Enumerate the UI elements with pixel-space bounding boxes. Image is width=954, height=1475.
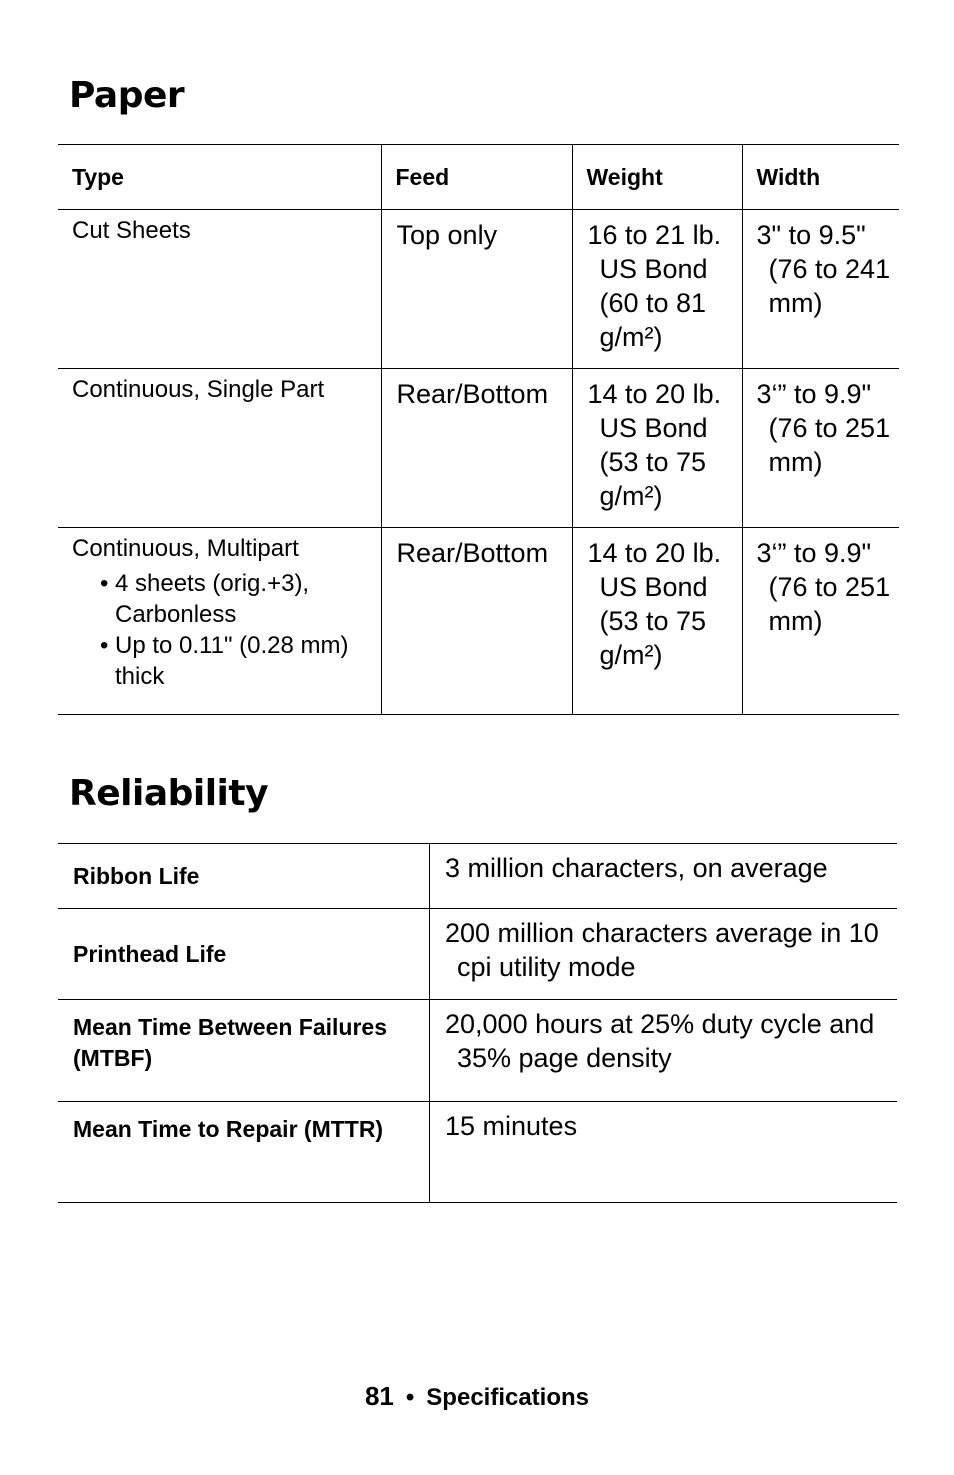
paper-width-cell xyxy=(742,369,899,528)
paper-width-cell xyxy=(742,528,899,715)
header-feed: Feed xyxy=(381,145,572,210)
paper-section-title: Paper xyxy=(69,75,185,116)
table-row xyxy=(58,1102,897,1203)
page-footer xyxy=(0,1381,954,1412)
paper-width-text: 3" to 9.5" (76 to 241 mm) xyxy=(756,220,891,318)
footer-separator: • xyxy=(405,1384,415,1411)
paper-table-header-row xyxy=(58,145,899,210)
paper-weight-text: 14 to 20 lb. US Bond (53 to 75 g/m²) xyxy=(587,379,722,511)
paper-spec-table xyxy=(58,144,899,715)
table-row xyxy=(58,528,899,715)
paper-width-text: 3‘” to 9.9" (76 to 251 mm) xyxy=(756,538,891,636)
paper-type-label: Continuous, Single Part xyxy=(72,376,325,403)
paper-type-cell xyxy=(58,369,381,528)
paper-type-cell xyxy=(58,210,381,369)
reliability-value-text: 15 minutes xyxy=(445,1111,578,1141)
reliability-label: Ribbon Life xyxy=(58,844,430,909)
footer-section-name: Specifications xyxy=(426,1384,590,1411)
reliability-label: Printhead Life xyxy=(58,909,430,1000)
paper-feed-cell: Rear/Bottom xyxy=(381,528,572,715)
page-number: 81 xyxy=(364,1381,394,1411)
table-row xyxy=(58,844,897,909)
table-row xyxy=(58,909,897,1000)
header-type: Type xyxy=(72,163,124,190)
reliability-section-title: Reliability xyxy=(69,773,269,814)
table-row xyxy=(58,1000,897,1102)
reliability-label: Mean Time Between Failures (MTBF) xyxy=(58,1000,430,1102)
table-row xyxy=(58,369,899,528)
bullet-item: • Up to 0.11" (0.28 mm) thick xyxy=(100,630,381,692)
paper-width-text: 3‘” to 9.9" (76 to 251 mm) xyxy=(756,379,891,477)
header-weight: Weight xyxy=(572,145,742,210)
paper-weight-cell xyxy=(572,210,742,369)
bullet-item: • 4 sheets (orig.+3), Carbonless xyxy=(100,568,381,630)
reliability-value-text: 3 million characters, on average xyxy=(445,853,828,883)
paper-feed-cell: Top only xyxy=(381,210,572,369)
reliability-value xyxy=(430,844,898,909)
paper-feed-cell: Rear/Bottom xyxy=(381,369,572,528)
paper-weight-text: 16 to 21 lb. US Bond (60 to 81 g/m²) xyxy=(587,220,722,352)
reliability-value-text: 200 million characters average in 10 cpi utility mode xyxy=(445,918,879,982)
paper-weight-cell xyxy=(572,528,742,715)
reliability-value xyxy=(430,909,898,1000)
paper-weight-text: 14 to 20 lb. US Bond (53 to 75 g/m²) xyxy=(587,538,722,670)
paper-weight-cell xyxy=(572,369,742,528)
reliability-value xyxy=(430,1000,898,1102)
reliability-value xyxy=(430,1102,898,1203)
paper-type-label: Continuous, Multipart xyxy=(72,535,299,562)
header-width: Width xyxy=(742,145,899,210)
paper-type-bullet-list xyxy=(72,568,381,692)
reliability-value-text: 20,000 hours at 25% duty cycle and 35% page density xyxy=(445,1009,875,1073)
paper-width-cell xyxy=(742,210,899,369)
reliability-label: Mean Time to Repair (MTTR) xyxy=(58,1102,430,1203)
table-row xyxy=(58,210,899,369)
paper-type-cell xyxy=(58,528,381,715)
paper-type-label: Cut Sheets xyxy=(72,217,191,244)
reliability-spec-table xyxy=(58,843,897,1203)
